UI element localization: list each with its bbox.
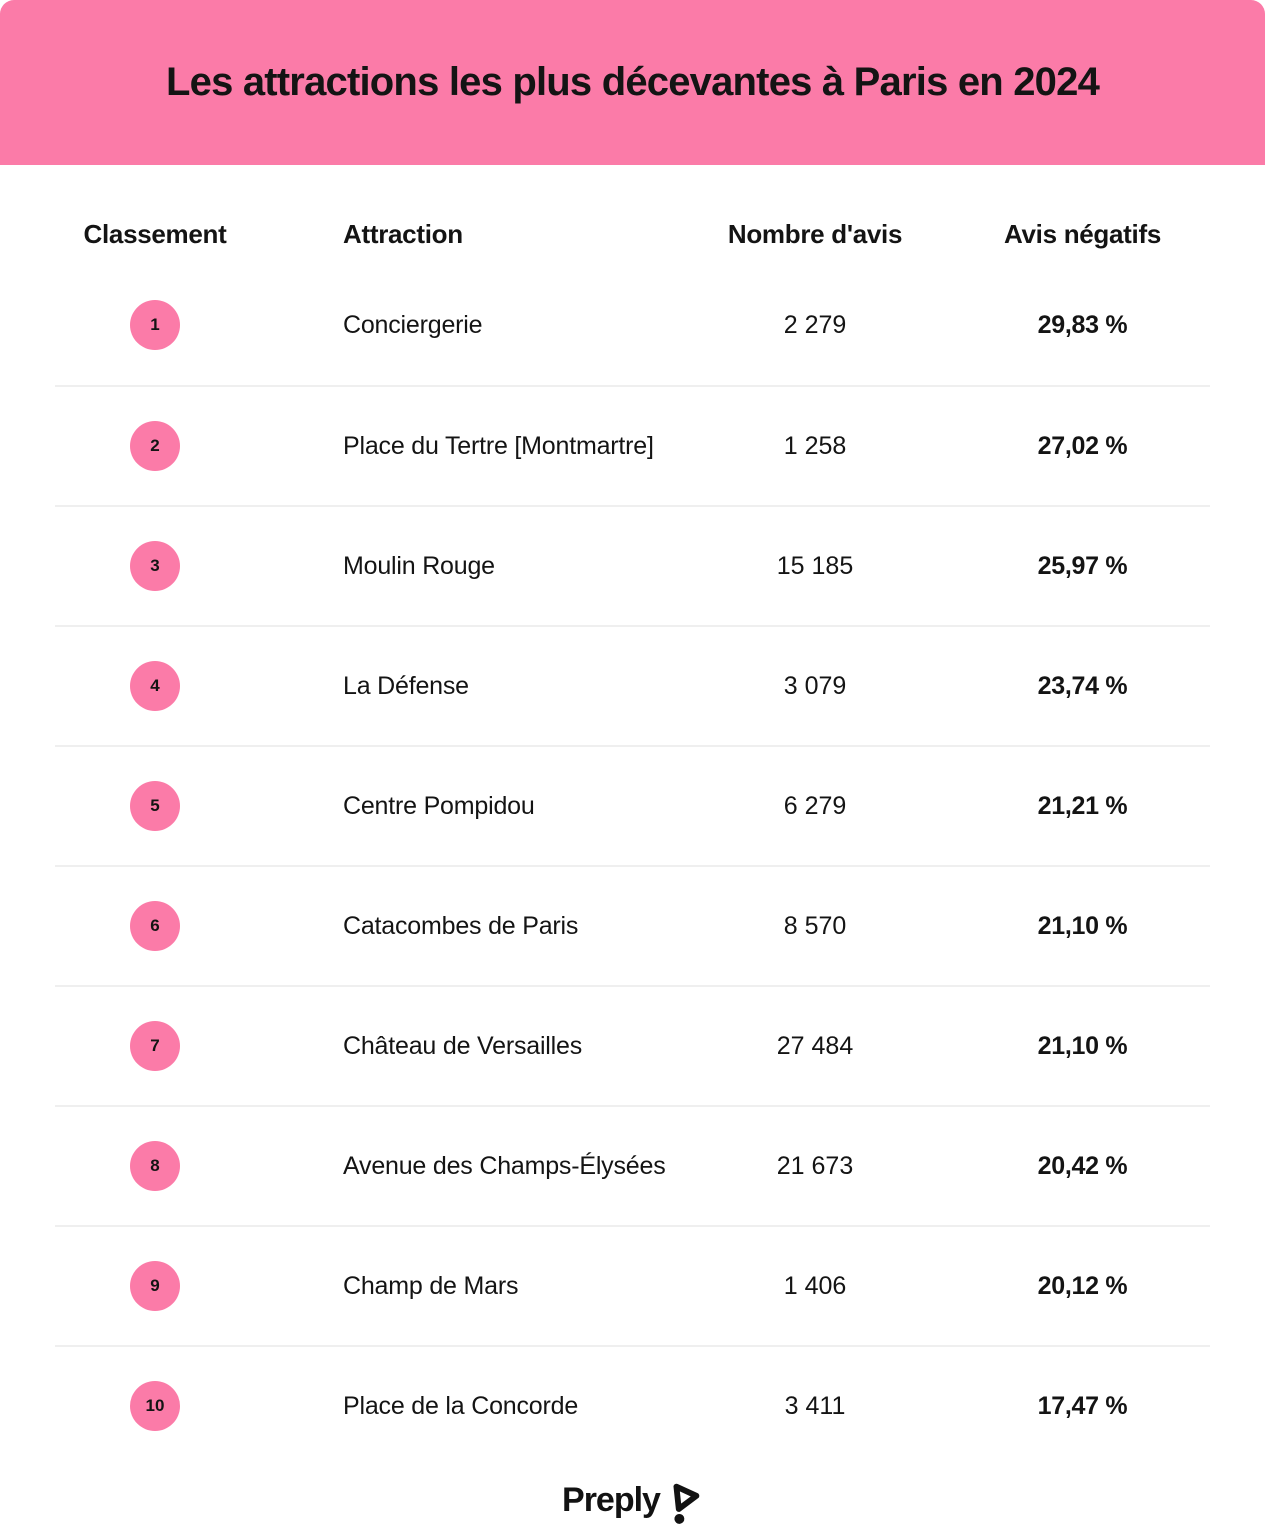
page-title: Les attractions les plus décevantes à Paris en 2024 [165,60,1100,104]
negative-percent: 23,74 % [1037,671,1128,700]
negative-percent: 21,21 % [1037,791,1128,820]
rank-cell [55,661,255,711]
preply-logo-icon [667,1479,703,1525]
attraction-name: Place du Tertre [Montmartre] [343,431,654,460]
negative-percent: 20,42 % [1037,1151,1128,1180]
attraction-name: Catacombes de Paris [343,911,579,940]
rank-badge: 2 [130,421,180,471]
reviews-count: 3 079 [783,671,847,700]
table-row [55,1345,1210,1465]
preply-wordmark: Preply [562,1480,660,1519]
reviews-count: 1 258 [783,431,847,460]
attraction-name: Champ de Mars [343,1271,519,1300]
rank-cell [55,300,255,350]
table-row [55,745,1210,865]
table-row [55,1105,1210,1225]
rank-cell [55,901,255,951]
attraction-name: Château de Versailles [343,1031,583,1060]
ranking-table [0,203,1265,1465]
attraction-name: La Défense [343,671,469,700]
table-row [55,865,1210,985]
rank-badge: 7 [130,1021,180,1071]
rank-cell [55,1261,255,1311]
rank-cell [55,1141,255,1191]
negative-percent: 21,10 % [1037,1031,1128,1060]
table-row [55,385,1210,505]
attraction-name: Conciergerie [343,310,483,339]
rank-badge: 5 [130,781,180,831]
rank-badge: 8 [130,1141,180,1191]
reviews-count: 6 279 [783,791,847,820]
negative-percent: 20,12 % [1037,1271,1128,1300]
reviews-count: 2 279 [783,310,847,339]
column-header-attraction: Attraction [343,218,463,249]
rank-cell [55,1381,255,1431]
rank-badge: 1 [130,300,180,350]
negative-percent: 27,02 % [1037,431,1128,460]
rank-cell [55,781,255,831]
attraction-name: Centre Pompidou [343,791,535,820]
reviews-count: 3 411 [784,1391,846,1420]
title-banner [0,0,1265,165]
attraction-name: Place de la Concorde [343,1391,579,1420]
negative-percent: 25,97 % [1037,551,1128,580]
reviews-count: 21 673 [776,1151,854,1180]
reviews-count: 27 484 [776,1031,854,1060]
attraction-name: Avenue des Champs-Élysées [343,1151,666,1180]
table-body [55,265,1210,1465]
rank-cell [55,421,255,471]
negative-percent: 29,83 % [1037,310,1128,339]
rank-badge: 4 [130,661,180,711]
table-header-row [55,203,1210,265]
negative-percent: 21,10 % [1037,911,1128,940]
table-row [55,625,1210,745]
rank-badge: 6 [130,901,180,951]
rank-badge: 10 [130,1381,180,1431]
reviews-count: 1 406 [783,1271,847,1300]
rank-badge: 9 [130,1261,180,1311]
rank-cell [55,541,255,591]
table-row [55,505,1210,625]
negative-percent: 17,47 % [1037,1391,1128,1420]
rank-badge: 3 [130,541,180,591]
table-row [55,265,1210,385]
reviews-count: 15 185 [776,551,854,580]
footer [0,1465,1265,1535]
table-row [55,985,1210,1105]
reviews-count: 8 570 [783,911,847,940]
column-header-avis-negatifs: Avis négatifs [1004,218,1161,249]
table-row [55,1225,1210,1345]
attraction-name: Moulin Rouge [343,551,495,580]
column-header-nombre-avis: Nombre d'avis [727,218,903,249]
rank-cell [55,1021,255,1071]
column-header-classement: Classement [83,218,227,249]
